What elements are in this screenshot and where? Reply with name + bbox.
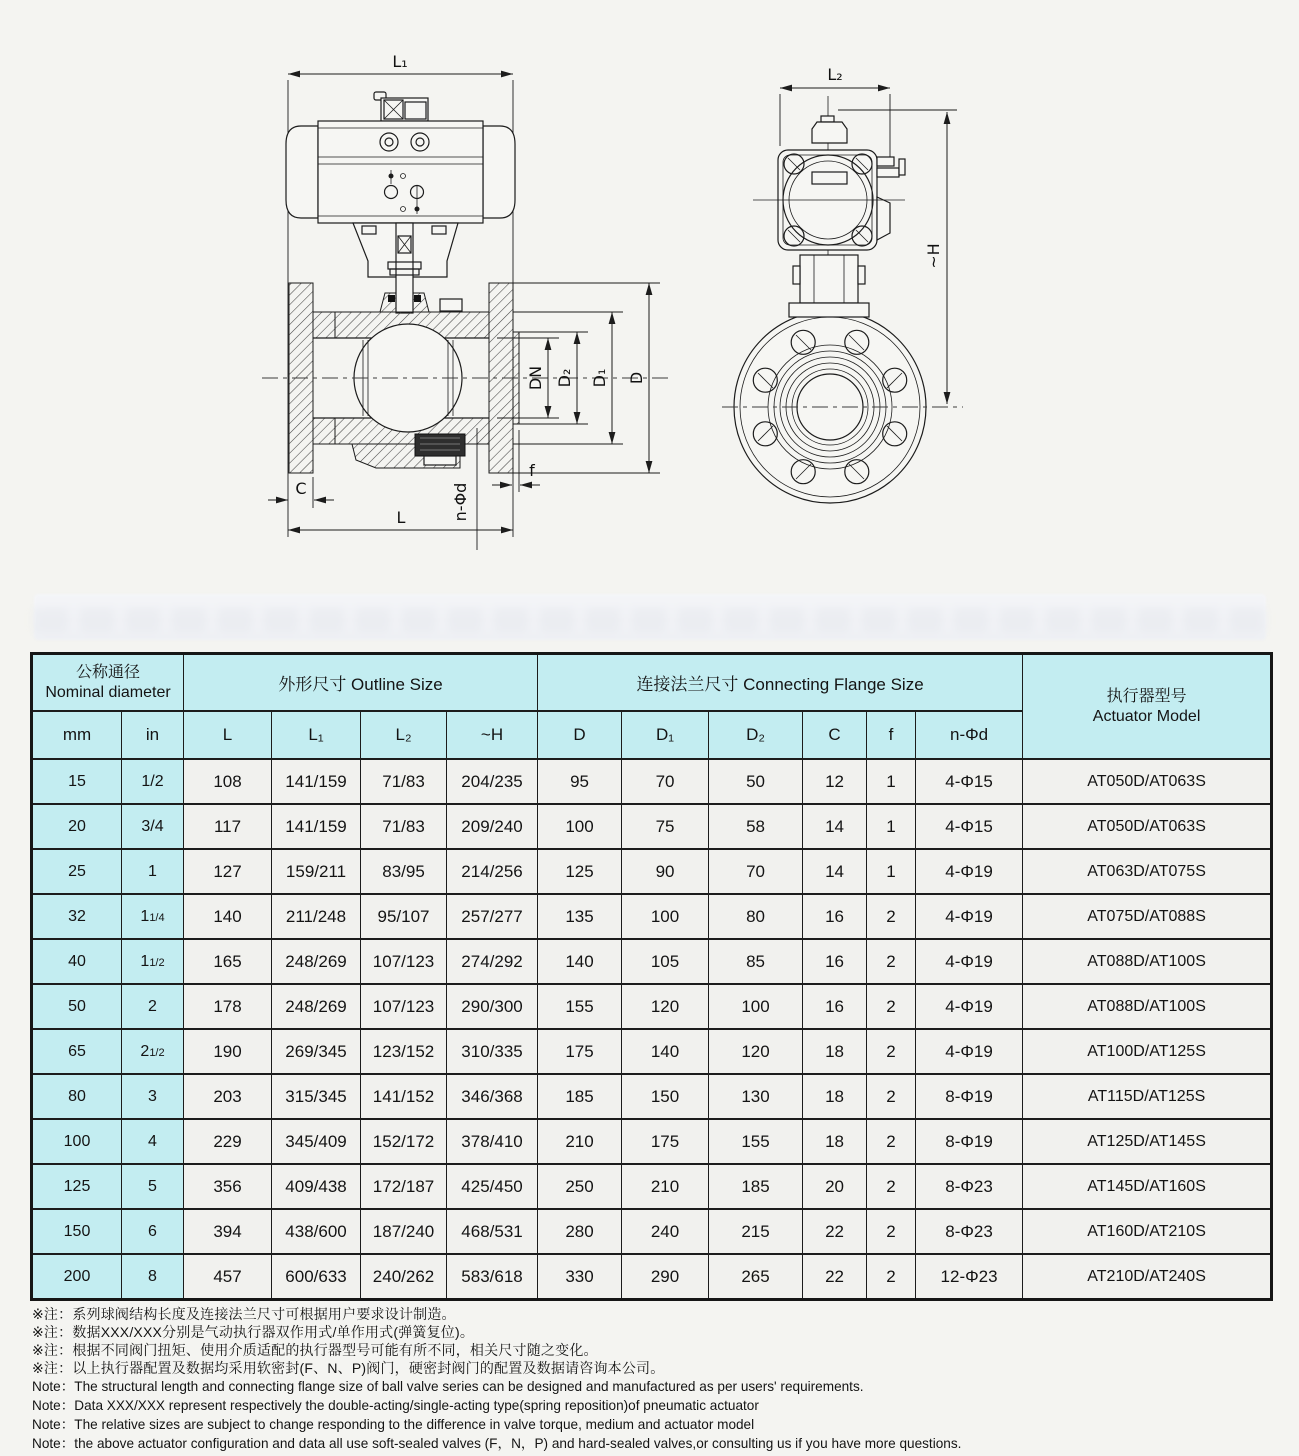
cell-D: 135 [538,894,622,939]
table-row [32,1074,1272,1119]
table-body [32,759,1272,1300]
cell-L: 178 [184,984,272,1029]
cell-D: 155 [538,984,622,1029]
dim-label-n-phi-d: n-Φd [451,482,470,522]
cell-D2: 130 [709,1074,803,1119]
cell-D1: 120 [622,984,709,1029]
cell-in: 11/2 [122,939,184,984]
side-flap [877,197,890,240]
table-row [32,1119,1272,1164]
cell-H: 583/618 [447,1254,538,1300]
cell-L2: 152/172 [361,1119,447,1164]
cell-mm: 100 [32,1119,122,1164]
yoke-side [800,255,858,303]
cell-D1: 210 [622,1164,709,1209]
cell-H: 310/335 [447,1029,538,1074]
cell-mm: 25 [32,849,122,894]
table-row [32,1029,1272,1074]
cell-D2: 155 [709,1119,803,1164]
cell-L: 457 [184,1254,272,1300]
side-view [722,65,963,503]
cell-mm: 32 [32,894,122,939]
cell-L: 165 [184,939,272,984]
col-header-L: L [184,711,272,759]
cell-L2: 83/95 [361,849,447,894]
cell-L2: 95/107 [361,894,447,939]
dim-label-l2: L₂ [827,65,843,84]
cell-L: 356 [184,1164,272,1209]
table-row [32,849,1272,894]
cell-actuator: AT063D/AT075S [1023,849,1272,894]
cell-D2: 265 [709,1254,803,1300]
cell-f: 2 [867,1029,916,1074]
header-flange-size: 连接法兰尺寸 Connecting Flange Size [538,654,1023,712]
cell-D: 185 [538,1074,622,1119]
cell-D: 250 [538,1164,622,1209]
table-row [32,939,1272,984]
cell-actuator: AT088D/AT100S [1023,984,1272,1029]
col-header-L1: L₁ [272,711,361,759]
note-en-1: Note：The structural length and connecting flange size of ball valve series can be designed and manufactured as per users' requirements. [32,1379,864,1394]
table-row [32,759,1272,804]
cell-in: 3 [122,1074,184,1119]
cell-H: 378/410 [447,1119,538,1164]
note-en-4: Note：the above actuator configuration and data all use soft-sealed valves (F，N，P) and hard-sealed valves,or consulting us if you have more questions. [32,1436,962,1451]
cell-in: 2 [122,984,184,1029]
cell-D: 280 [538,1209,622,1254]
note-en-2: Note：Data XXX/XXX represent respectively the double-acting/single-acting type(spring reposition)of pneumatic actuator [32,1398,759,1413]
cell-f: 1 [867,849,916,894]
col-header-H: ~H [447,711,538,759]
actuator-end-cap [812,122,847,143]
cell-in: 6 [122,1209,184,1254]
cell-C: 16 [803,984,867,1029]
cell-L: 229 [184,1119,272,1164]
header-nominal-diameter [32,654,184,712]
cell-C: 18 [803,1074,867,1119]
dim-label-f: f [529,461,535,480]
dim-label-l: L [396,508,406,527]
table-row [32,984,1272,1029]
cell-f: 1 [867,759,916,804]
adapter-plate [789,303,869,317]
note-en-3: Note：The relative sizes are subject to change responding to the difference in valve torque, medium and actuator model [32,1417,755,1432]
cell-D2: 120 [709,1029,803,1074]
cell-actuator: AT088D/AT100S [1023,939,1272,984]
cell-L: 117 [184,804,272,849]
cell-D2: 100 [709,984,803,1029]
header-outline-size: 外形尺寸 Outline Size [184,654,538,712]
dim-label-d: D [627,371,646,385]
cell-in: 21/2 [122,1029,184,1074]
cell-in: 1 [122,849,184,894]
cell-C: 16 [803,894,867,939]
cell-nd: 4-Φ19 [916,1029,1023,1074]
cell-f: 1 [867,804,916,849]
cell-C: 16 [803,939,867,984]
cell-f: 2 [867,1074,916,1119]
cell-f: 2 [867,1164,916,1209]
cell-H: 257/277 [447,894,538,939]
dim-label-l1: L₁ [392,52,408,71]
cell-C: 14 [803,849,867,894]
cell-D: 210 [538,1119,622,1164]
cell-D: 175 [538,1029,622,1074]
drain-plug [415,434,465,456]
cell-L: 190 [184,1029,272,1074]
cell-C: 20 [803,1164,867,1209]
cell-H: 204/235 [447,759,538,804]
cell-D2: 85 [709,939,803,984]
cell-H: 209/240 [447,804,538,849]
cell-H: 468/531 [447,1209,538,1254]
dim-label-d1: D₁ [590,368,609,388]
cell-actuator: AT145D/AT160S [1023,1164,1272,1209]
cell-D2: 50 [709,759,803,804]
cell-actuator: AT100D/AT125S [1023,1029,1272,1074]
header-nominal-en: Nominal diameter [45,683,171,701]
header-actuator-zh: 执行器型号 [1106,687,1187,705]
cell-f: 2 [867,1209,916,1254]
cell-nd: 8-Φ19 [916,1074,1023,1119]
cell-in: 11/4 [122,894,184,939]
cell-C: 18 [803,1119,867,1164]
valve-drawing-svg [0,0,1299,588]
cell-D: 125 [538,849,622,894]
cell-L: 203 [184,1074,272,1119]
cell-L2: 123/152 [361,1029,447,1074]
header-actuator-model [1023,654,1272,760]
cell-H: 425/450 [447,1164,538,1209]
header-actuator-en: Actuator Model [1092,707,1201,725]
cell-L: 108 [184,759,272,804]
cell-nd: 8-Φ23 [916,1209,1023,1254]
actuator-right-cap [483,126,515,218]
cell-D1: 90 [622,849,709,894]
cell-L1: 409/438 [272,1164,361,1209]
cell-D: 140 [538,939,622,984]
cell-L1: 141/159 [272,759,361,804]
cell-mm: 150 [32,1209,122,1254]
col-header-f: f [867,711,916,759]
cell-L1: 248/269 [272,984,361,1029]
cell-L1: 159/211 [272,849,361,894]
col-header-D1: D₁ [622,711,709,759]
cell-C: 14 [803,804,867,849]
cell-nd: 4-Φ15 [916,759,1023,804]
cell-nd: 4-Φ19 [916,939,1023,984]
col-header-n-phi-d: n-Φd [916,711,1023,759]
cell-D1: 240 [622,1209,709,1254]
dim-label-d2: D₂ [555,368,574,388]
cell-D: 330 [538,1254,622,1300]
cell-L: 140 [184,894,272,939]
cell-L1: 211/248 [272,894,361,939]
cell-H: 290/300 [447,984,538,1029]
col-header-C: C [803,711,867,759]
cell-mm: 80 [32,1074,122,1119]
cell-L1: 248/269 [272,939,361,984]
dim-label-c: C [295,479,307,498]
cell-L1: 141/159 [272,804,361,849]
dimensions-table [30,652,1273,1301]
cell-H: 214/256 [447,849,538,894]
cell-D1: 175 [622,1119,709,1164]
cell-D1: 100 [622,894,709,939]
cell-in: 8 [122,1254,184,1300]
cell-mm: 40 [32,939,122,984]
cell-L1: 438/600 [272,1209,361,1254]
cell-actuator: AT115D/AT125S [1023,1074,1272,1119]
cell-C: 18 [803,1029,867,1074]
cell-C: 12 [803,759,867,804]
cell-D2: 215 [709,1209,803,1254]
cell-C: 22 [803,1254,867,1300]
cell-nd: 8-Φ19 [916,1119,1023,1164]
cell-L2: 172/187 [361,1164,447,1209]
cell-mm: 50 [32,984,122,1029]
note-zh-3: ※注：根据不同阀门扭矩、使用介质适配的执行器型号可能有所不同，相关尺寸随之变化。 [32,1342,598,1358]
cell-mm: 20 [32,804,122,849]
cell-mm: 125 [32,1164,122,1209]
cell-D2: 80 [709,894,803,939]
cell-D1: 290 [622,1254,709,1300]
cell-nd: 4-Φ15 [916,804,1023,849]
cell-in: 4 [122,1119,184,1164]
cell-L2: 141/152 [361,1074,447,1119]
cell-D1: 105 [622,939,709,984]
cell-L: 127 [184,849,272,894]
body-fitting [440,299,462,311]
cell-f: 2 [867,894,916,939]
cell-D2: 185 [709,1164,803,1209]
cell-nd: 12-Φ23 [916,1254,1023,1300]
cell-D2: 70 [709,849,803,894]
cell-f: 2 [867,1119,916,1164]
cell-nd: 4-Φ19 [916,984,1023,1029]
cell-D: 100 [538,804,622,849]
cell-H: 274/292 [447,939,538,984]
header-nominal-zh: 公称通径 [76,663,141,681]
blurred-watermark-band [34,594,1266,640]
col-header-in: in [122,711,184,759]
cell-D: 95 [538,759,622,804]
cell-L2: 240/262 [361,1254,447,1300]
cell-actuator: AT050D/AT063S [1023,759,1272,804]
cell-in: 5 [122,1164,184,1209]
cell-f: 2 [867,939,916,984]
cell-mm: 15 [32,759,122,804]
notes-section [32,1305,1277,1453]
front-view [262,52,668,550]
stem-top [821,116,834,122]
cell-D1: 75 [622,804,709,849]
cell-L2: 107/123 [361,939,447,984]
cell-D1: 140 [622,1029,709,1074]
note-zh-4: ※注：以上执行器配置及数据均采用软密封(F、N、P)阀门，硬密封阀门的配置及数据请咨询本公司。 [32,1360,665,1376]
cell-L2: 71/83 [361,759,447,804]
note-zh-2: ※注：数据XXX/XXX分别是气动执行器双作用式/单作用式(弹簧复位)。 [32,1324,475,1340]
cell-actuator: AT050D/AT063S [1023,804,1272,849]
cell-nd: 8-Φ23 [916,1164,1023,1209]
header-group-row [32,654,1272,712]
cell-L1: 269/345 [272,1029,361,1074]
cell-L2: 107/123 [361,984,447,1029]
cell-D1: 150 [622,1074,709,1119]
dim-label-dn: DN [526,365,545,391]
actuator-left-cap [286,126,318,218]
cell-mm: 65 [32,1029,122,1074]
cell-C: 22 [803,1209,867,1254]
cell-H: 346/368 [447,1074,538,1119]
note-zh-1: ※注：系列球阀结构长度及连接法兰尺寸可根据用户要求设计制造。 [32,1306,456,1322]
technical-drawing [0,0,1299,588]
cell-actuator: AT210D/AT240S [1023,1254,1272,1300]
cell-actuator: AT125D/AT145S [1023,1119,1272,1164]
cell-L: 394 [184,1209,272,1254]
cell-L2: 187/240 [361,1209,447,1254]
cell-actuator: AT160D/AT210S [1023,1209,1272,1254]
cell-D1: 70 [622,759,709,804]
cell-D2: 58 [709,804,803,849]
cell-L1: 315/345 [272,1074,361,1119]
col-header-L2: L₂ [361,711,447,759]
cell-f: 2 [867,984,916,1029]
cell-nd: 4-Φ19 [916,894,1023,939]
cell-in: 1/2 [122,759,184,804]
side-fitting [877,157,894,166]
cell-L1: 600/633 [272,1254,361,1300]
table-row [32,894,1272,939]
cell-nd: 4-Φ19 [916,849,1023,894]
col-header-D: D [538,711,622,759]
cell-f: 2 [867,1254,916,1300]
cell-actuator: AT075D/AT088S [1023,894,1272,939]
table-row [32,1254,1272,1300]
cell-in: 3/4 [122,804,184,849]
col-header-mm: mm [32,711,122,759]
table-row [32,804,1272,849]
col-header-D2: D₂ [709,711,803,759]
table-row [32,1209,1272,1254]
dim-label-h: ~H [924,243,943,269]
cell-L1: 345/409 [272,1119,361,1164]
table-row [32,1164,1272,1209]
cell-mm: 200 [32,1254,122,1300]
cell-L2: 71/83 [361,804,447,849]
